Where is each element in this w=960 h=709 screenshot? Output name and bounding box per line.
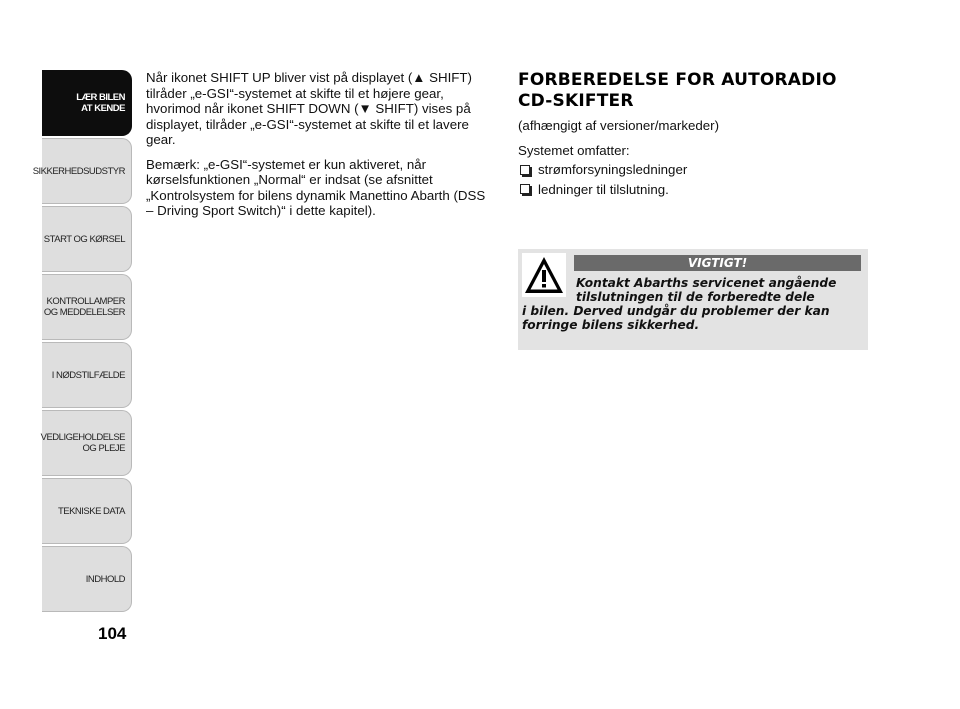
tab-label: INDHOLD [85, 573, 125, 585]
section-intro: Systemet omfatter: [518, 142, 630, 158]
tab-label: START OG KØRSEL [43, 233, 125, 245]
page-number: 104 [98, 624, 127, 643]
warning-header: VIGTIGT! [574, 255, 861, 271]
checkbox-bullet-icon [520, 184, 530, 194]
tab-tekniske-data[interactable] [42, 478, 132, 544]
tab-label: LÆR BILEN AT KENDE [76, 92, 125, 114]
tab-label: KONTROLLAMPER OG MEDDELELSER [43, 296, 125, 318]
list-item [518, 162, 868, 178]
tab-i-noedstilfaelde[interactable] [42, 342, 132, 408]
section-subtitle: (afhængigt af versioner/markeder) [518, 118, 720, 133]
shift-paragraph: Når ikonet SHIFT UP bliver vist på displayet (▲ SHIFT) tilråder „e-GSI“-systemet at skifte til et højere gear, hvorimod når ikonet SHIFT DOWN (▼ SHIFT) vises på displayet, tilråder „e-GSI“-systemet at skifte til et lavere gear. [146, 70, 472, 147]
tab-start-og-koersel[interactable] [42, 206, 132, 272]
warning-text-indented: Kontakt Abarths servicenet angående tilslutningen til de forberedte dele [576, 276, 837, 304]
tab-vedligeholdelse[interactable] [42, 410, 132, 476]
section-title: FORBEREDELSE FOR AUTORADIO CD-SKIFTER [518, 70, 837, 111]
system-list [518, 162, 868, 197]
checkbox-bullet-icon [520, 165, 530, 175]
tab-label: TEKNISKE DATA [57, 505, 125, 517]
right-column [518, 70, 868, 201]
tab-label: VEDLIGEHOLDELSE OG PLEJE [40, 432, 125, 454]
tab-laer-bilen-at-kende[interactable] [42, 70, 132, 136]
tab-label: I NØDSTILFÆLDE [51, 369, 125, 381]
warning-text-full: i bilen. Derved undgår du problemer der kan forringe bilens sikkerhed. [522, 304, 830, 332]
tab-indhold[interactable] [42, 546, 132, 612]
list-item-text: strømforsyningsledninger [538, 162, 688, 177]
warning-text [522, 276, 862, 332]
tab-sikkerhedsudstyr[interactable] [32, 138, 132, 204]
tab-kontrollamper[interactable] [42, 274, 132, 340]
tab-label: SIKKERHEDSUDSTYR [32, 165, 125, 177]
left-column [146, 70, 496, 228]
note-paragraph: Bemærk: „e-GSI“-systemet er kun aktiveret, når kørselsfunktionen „Normal“ er indsat (se afsnittet „Kontrolsystem for bilens dynamik Manettino Abarth (DSS – Driving Sport Switch)“ i dette kapitel). [146, 156, 486, 218]
list-item-text: ledninger til tilslutning. [538, 181, 669, 197]
warning-box [518, 249, 868, 350]
list-item [518, 182, 868, 198]
